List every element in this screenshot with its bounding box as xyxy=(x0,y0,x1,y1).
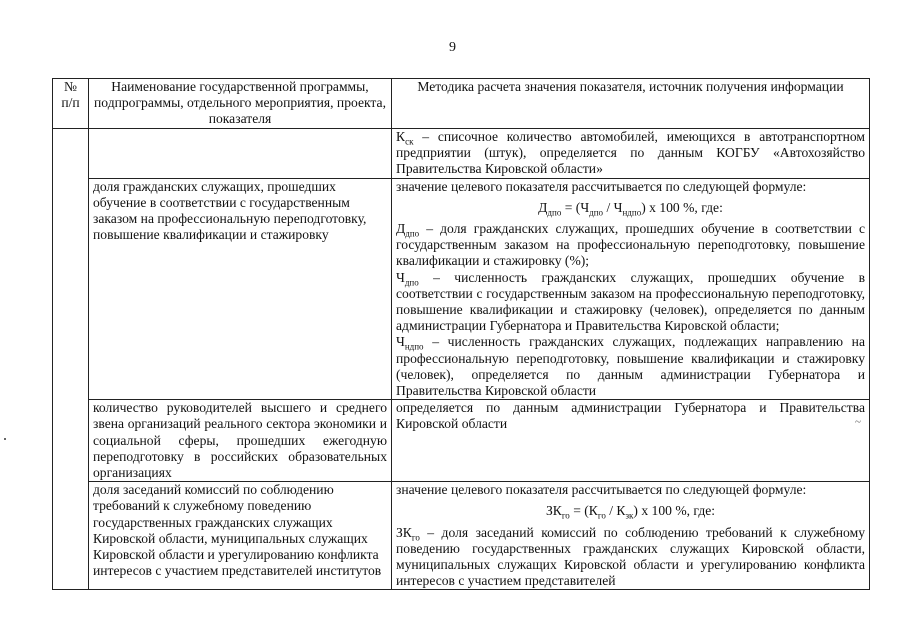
margin-mark: ~ xyxy=(855,416,861,429)
definition-chdpo: $Ч_{дпо}$ – численность гражданских служащих, прошедших обучение в соответствии с государственным заказом на профессиональную переподготовку, повышение квалификации и стажировку (человек), определяется по данным администрации Губернатора и Правительства Кировской области; xyxy=(396,269,865,334)
formula: $Д_{дпо} = (Ч_{дпо} / Ч_{ндпо})$ x 100 %, где: xyxy=(538,199,723,218)
indicator-name-cell: доля заседаний комиссий по соблюдению требований к служебному поведению государственных гражданских служащих Кировской области, муниципальных служащих Кировской области и урегулированию конфликта интересов с участием представителей институтов xyxy=(89,482,392,590)
definition-ddpo: $Д_{дпо}$ – доля гражданских служащих, прошедших обучение в соответствии с государственным заказом на профессиональную переподготовку, повышение квалификации и стажировку (%); xyxy=(396,221,865,269)
indicator-name-cell: количество руководителей высшего и среднего звена организаций реального сектора экономики и социальной сферы, прошедших ежегодную переподготовку в российских образовательных организациях xyxy=(89,400,392,482)
table-row xyxy=(53,178,870,400)
definition-chndpo: $Ч_{ндпо}$ – численность гражданских служащих, подлежащих направлению на профессиональную переподготовку, повышение квалификации и стажировку (человек), определяется по данным администрации Губернатора и Правительства Кировской области xyxy=(396,334,865,399)
page-number: 9 xyxy=(449,40,456,55)
formula-intro: значение целевого показателя рассчитывается по следующей формуле: xyxy=(396,482,807,498)
method-cell xyxy=(392,178,870,400)
row-number-cell xyxy=(53,128,89,590)
table-row xyxy=(53,482,870,590)
table-header-row xyxy=(53,79,870,129)
method-cell xyxy=(392,482,870,590)
indicator-table xyxy=(52,78,870,590)
scan-speck xyxy=(4,438,6,440)
formula: $ЗК_{го} = (К_{го} / К_{зк})$ x 100 %, где: xyxy=(545,503,716,522)
header-method: Методика расчета значения показателя, источник получения информации xyxy=(392,79,870,129)
method-text: определяется по данным администрации Губернатора и Правительства Кировской области xyxy=(396,400,865,432)
method-cell xyxy=(392,400,870,482)
header-name: Наименование государственной программы, подпрограммы, отдельного мероприятия, проекта, показателя xyxy=(89,79,392,129)
definition-ksk: $К_{ск}$ – списочное количество автомобилей, имеющихся в автотранспортном предприятии (штук), определяется по данным КОГБУ «Автохозяйство Правительства Кировской области» xyxy=(396,128,865,177)
definition-zkgo: $ЗК_{го}$ – доля заседаний комиссий по соблюдению требований к служебному поведению государственных гражданских служащих Кировской области, муниципальных служащих Кировской области и урегулированию конфликта интересов с участием представителей xyxy=(396,524,865,589)
table-row xyxy=(53,128,870,178)
indicator-name-cell: доля гражданских служащих, прошедших обучение в соответствии с государственным заказом на профессиональную переподготовку, повышение квалификации и стажировку xyxy=(89,178,392,400)
method-cell xyxy=(392,128,870,178)
formula-intro: значение целевого показателя рассчитывается по следующей формуле: xyxy=(396,178,807,194)
header-number: № п/п xyxy=(53,79,89,129)
indicator-name-cell xyxy=(89,128,392,178)
table-row xyxy=(53,400,870,482)
